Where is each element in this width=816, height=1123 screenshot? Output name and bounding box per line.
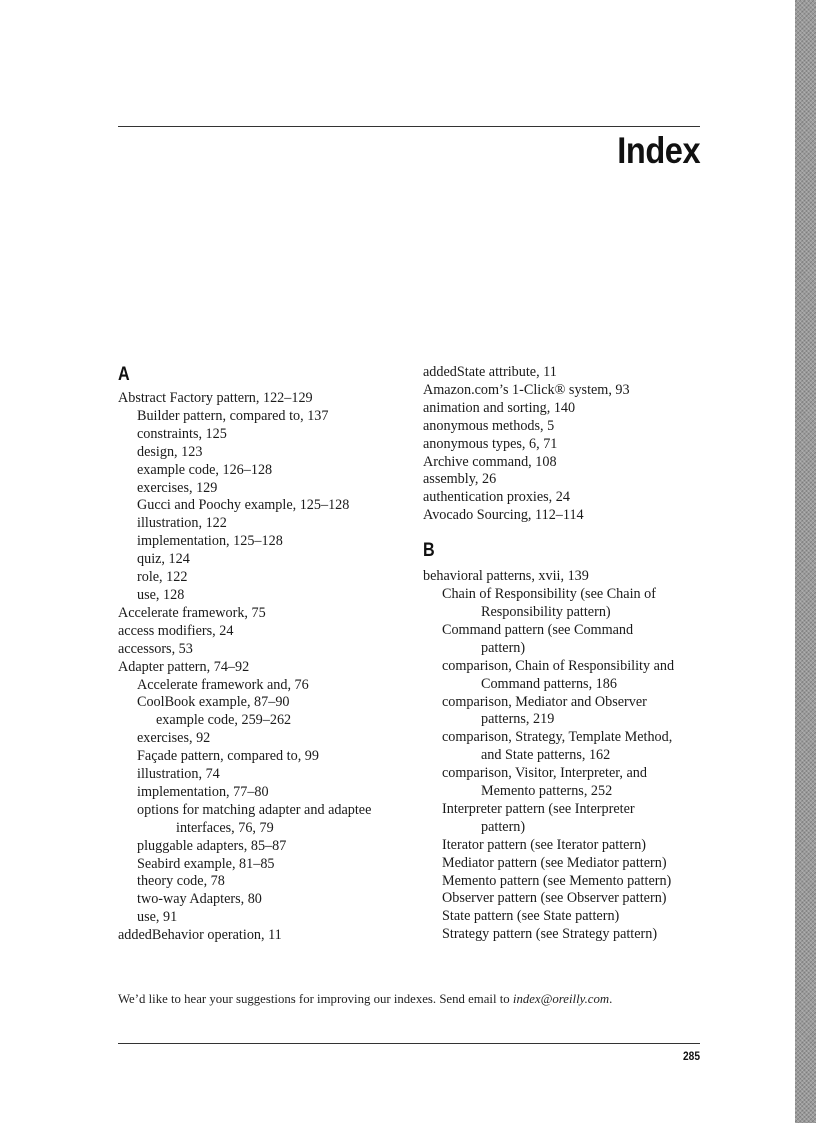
index-subentry: use, 91	[137, 909, 178, 926]
index-entry: assembly, 26	[423, 471, 497, 488]
index-subsubentry: example code, 259–262	[156, 712, 292, 729]
index-subentry: comparison, Visitor, Interpreter, and	[442, 765, 647, 782]
index-subentry: Memento pattern (see Memento pattern)	[442, 872, 672, 889]
index-subentry: Observer pattern (see Observer pattern)	[442, 890, 667, 907]
index-subentry: two-way Adapters, 80	[137, 891, 262, 908]
index-subentry: Strategy pattern (see Strategy pattern)	[442, 926, 658, 943]
index-entry: addedBehavior operation, 11	[118, 927, 282, 944]
feedback-end: .	[609, 992, 613, 1006]
index-subentry: comparison, Mediator and Observer	[442, 693, 647, 710]
index-entry: behavioral patterns, xvii, 139	[423, 568, 589, 585]
index-subentry: theory code, 78	[137, 873, 225, 890]
index-subentry-continuation: pattern)	[481, 639, 526, 656]
feedback-text: We’d like to hear your suggestions for improving our indexes. Send email to	[118, 992, 510, 1006]
top-rule	[118, 126, 700, 127]
index-subentry-continuation: and State patterns, 162	[481, 747, 611, 764]
index-subentry: exercises, 92	[137, 730, 211, 747]
index-subentry: constraints, 125	[137, 425, 227, 442]
index-entry: accessors, 53	[118, 640, 193, 657]
index-entry: access modifiers, 24	[118, 622, 234, 639]
section-letter-b: B	[423, 540, 435, 562]
index-subentry: CoolBook example, 87–90	[137, 694, 290, 711]
index-subentry: use, 128	[137, 586, 185, 603]
index-subentry-continuation: pattern)	[481, 818, 526, 835]
index-column-right	[423, 364, 708, 944]
index-subentry: Accelerate framework and, 76	[137, 676, 309, 693]
index-subentry: Façade pattern, compared to, 99	[137, 748, 319, 765]
index-subentry: State pattern (see State pattern)	[442, 908, 620, 925]
index-entry: anonymous methods, 5	[423, 417, 555, 434]
index-subentry: Interpreter pattern (see Interpreter	[442, 800, 635, 817]
index-entry: Archive command, 108	[423, 453, 557, 470]
index-subentry: exercises, 129	[137, 479, 218, 496]
index-subentry: options for matching adapter and adaptee	[137, 801, 372, 818]
index-subentry: illustration, 122	[137, 515, 227, 532]
index-subentry-continuation: Memento patterns, 252	[481, 783, 613, 800]
index-entry: Accelerate framework, 75	[118, 604, 266, 621]
index-subentry: pluggable adapters, 85–87	[137, 837, 287, 854]
index-entry: anonymous types, 6, 71	[423, 435, 558, 452]
bottom-rule	[118, 1043, 700, 1044]
index-subentry-continuation: Responsibility pattern)	[481, 603, 611, 620]
index-subentry-continuation: Command patterns, 186	[481, 675, 617, 692]
index-subentry: Command pattern (see Command	[442, 621, 634, 638]
index-entry: Avocado Sourcing, 112–114	[423, 507, 584, 524]
index-subentry: Iterator pattern (see Iterator pattern)	[442, 836, 647, 853]
feedback-note	[118, 991, 612, 1007]
index-subentry-continuation: patterns, 219	[481, 711, 555, 728]
index-subentry: comparison, Strategy, Template Method,	[442, 729, 673, 746]
index-subentry: Builder pattern, compared to, 137	[137, 407, 329, 424]
index-subentry: Seabird example, 81–85	[137, 855, 275, 872]
index-subentry: implementation, 77–80	[137, 783, 269, 800]
index-subentry: Chain of Responsibility (see Chain of	[442, 586, 656, 603]
index-subentry: design, 123	[137, 443, 203, 460]
feedback-email-link[interactable]: index@oreilly.com	[512, 992, 610, 1006]
index-entry: Amazon.com’s 1-Click® system, 93	[423, 381, 630, 398]
index-subentry: illustration, 74	[137, 766, 220, 783]
page-number: 285	[682, 1049, 700, 1063]
index-entry: Abstract Factory pattern, 122–129	[118, 390, 313, 406]
index-subentry: comparison, Chain of Responsibility and	[442, 657, 675, 674]
index-entry: animation and sorting, 140	[423, 399, 576, 416]
index-entry: addedState attribute, 11	[423, 364, 557, 380]
index-subentry: quiz, 124	[137, 551, 190, 568]
page-title: Index	[617, 130, 700, 171]
page-edge-strip	[795, 0, 816, 1123]
index-subentry: Gucci and Poochy example, 125–128	[137, 497, 350, 514]
index-subentry: implementation, 125–128	[137, 533, 283, 550]
index-subentry-continuation: interfaces, 76, 79	[176, 819, 274, 836]
index-column-left	[118, 364, 408, 945]
index-subentry: role, 122	[137, 569, 188, 586]
index-subentry: Mediator pattern (see Mediator pattern)	[442, 854, 667, 871]
index-entry: Adapter pattern, 74–92	[118, 658, 250, 675]
index-subentry: example code, 126–128	[137, 461, 273, 478]
index-entry: authentication proxies, 24	[423, 489, 570, 506]
section-letter-a: A	[118, 364, 130, 385]
